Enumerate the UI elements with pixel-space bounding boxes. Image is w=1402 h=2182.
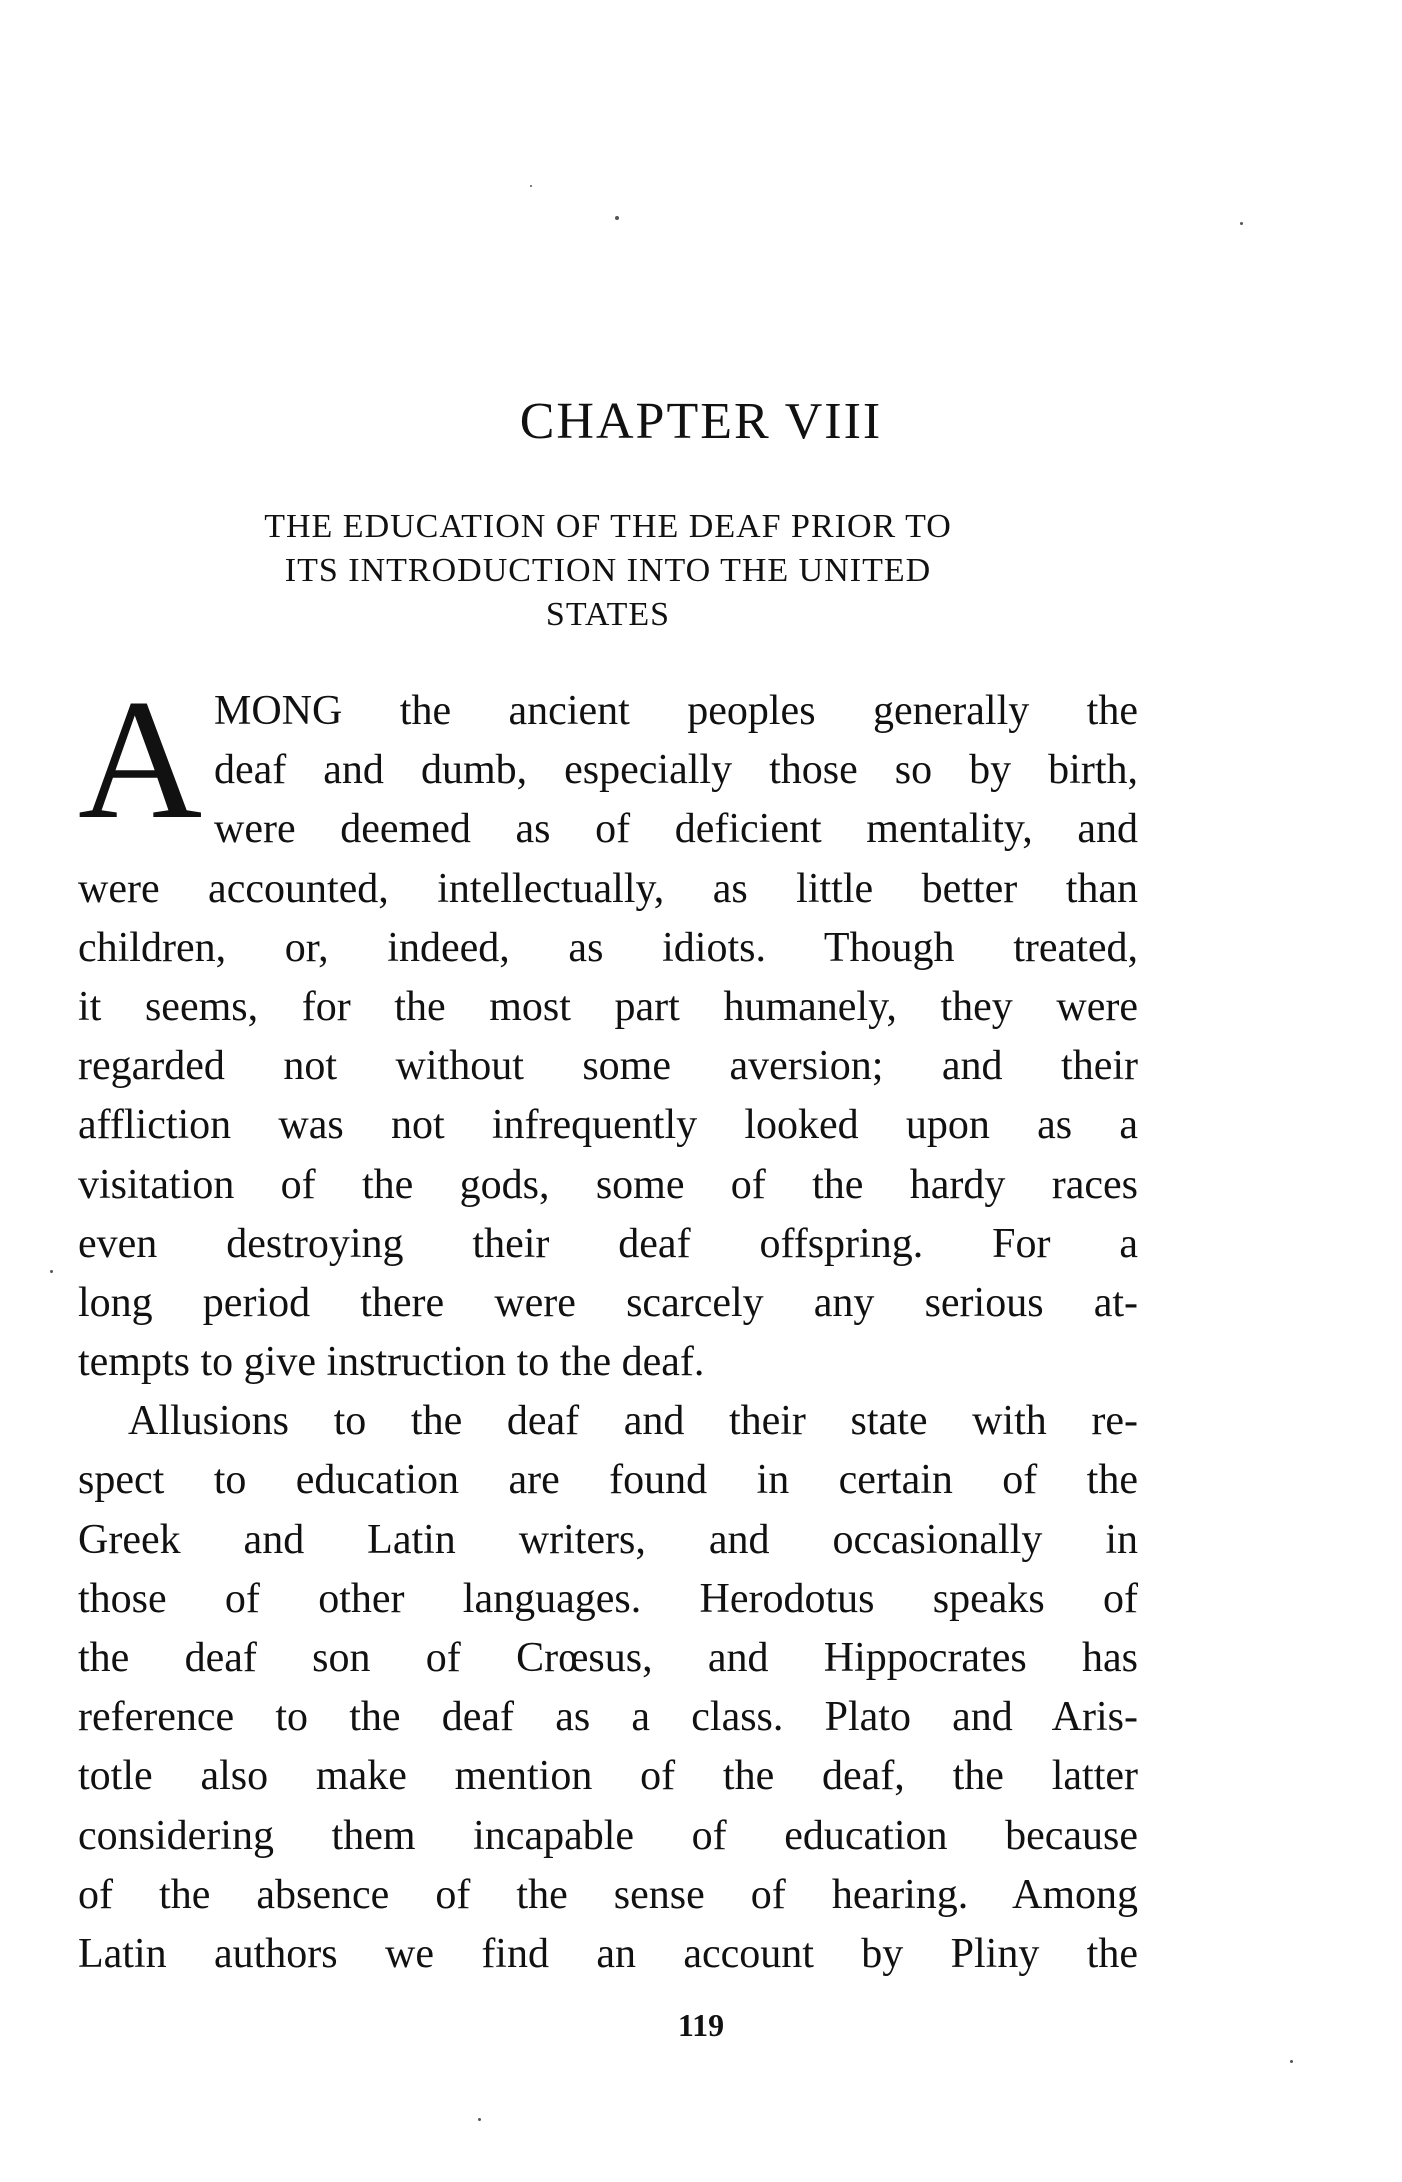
text-line: MONG the ancient peoples generally the bbox=[214, 688, 1138, 734]
scan-speck bbox=[615, 216, 619, 220]
text-line: children, or, indeed, as idiots. Though treated, bbox=[78, 924, 1138, 971]
text-line: were accounted, intellectually, as little better than bbox=[78, 865, 1138, 912]
subtitle-line: ITS INTRODUCTION INTO THE UNITED bbox=[284, 552, 932, 589]
text-line: even destroying their deaf offspring. For a bbox=[78, 1220, 1138, 1267]
text-line: deaf and dumb, especially those so by birth, bbox=[214, 747, 1138, 794]
drop-cap: A bbox=[78, 665, 203, 855]
text-line: long period there were scarcely any serious at- bbox=[78, 1279, 1138, 1326]
text-line: visitation of the gods, some of the hardy races bbox=[78, 1161, 1138, 1208]
scan-speck bbox=[1290, 2060, 1293, 2063]
text-line: spect to education are found in certain of the bbox=[78, 1457, 1138, 1504]
text-line: those of other languages. Herodotus speaks of bbox=[78, 1575, 1138, 1622]
chapter-subtitle bbox=[78, 505, 1138, 637]
body-text bbox=[78, 665, 1138, 1984]
scan-speck bbox=[530, 185, 532, 187]
scan-speck bbox=[478, 2118, 481, 2121]
text-line: the deaf son of Crœsus, and Hippocrates has bbox=[78, 1635, 1138, 1681]
text-line: of the absence of the sense of hearing. Among bbox=[78, 1871, 1138, 1918]
chapter-title: CHAPTER VIII bbox=[519, 393, 883, 450]
text-line: it seems, for the most part humanely, they were bbox=[78, 983, 1138, 1030]
scan-speck bbox=[1240, 222, 1243, 225]
subtitle-line: STATES bbox=[545, 596, 671, 633]
text-line: regarded not without some aversion; and their bbox=[78, 1043, 1138, 1090]
page-number: 119 bbox=[677, 2007, 725, 2043]
text-line: affliction was not infrequently looked upon as a bbox=[78, 1102, 1138, 1149]
subtitle-line: THE EDUCATION OF THE DEAF PRIOR TO bbox=[264, 508, 952, 545]
text-line: were deemed as of deficient mentality, and bbox=[214, 806, 1138, 853]
scan-speck bbox=[50, 1270, 53, 1273]
text-line: reference to the deaf as a class. Plato and Aris- bbox=[78, 1694, 1138, 1741]
text-line: tempts to give instruction to the deaf. bbox=[78, 1339, 705, 1386]
text-line: totle also make mention of the deaf, the latter bbox=[78, 1753, 1138, 1800]
text-line: considering them incapable of education because bbox=[78, 1812, 1138, 1859]
text-line: Latin authors we find an account by Pliny the bbox=[78, 1930, 1138, 1977]
text-line: Greek and Latin writers, and occasionally in bbox=[78, 1516, 1138, 1563]
text-line: Allusions to the deaf and their state with re- bbox=[128, 1398, 1138, 1445]
